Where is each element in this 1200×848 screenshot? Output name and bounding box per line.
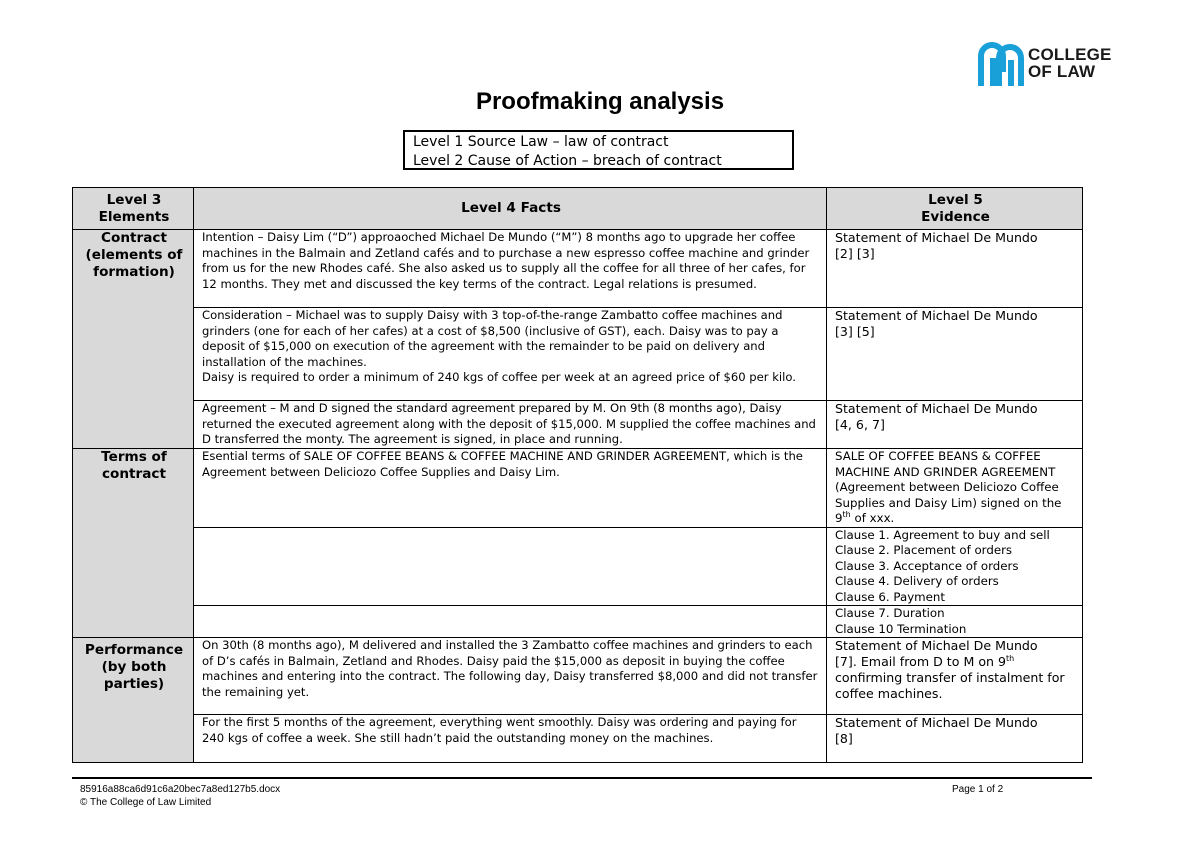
fact-agreement: Agreement – M and D signed the standard agreement prepared by M. On 9th (8 months ago), Daisy returned the executed agreement along with the deposit of $15,000. M supplied the coffee machines and D transferred the monty. The agreement is signed, in place and running. xyxy=(194,401,827,449)
table-row xyxy=(73,230,1083,308)
clause-item: Clause 1. Agreement to buy and sell xyxy=(835,527,1050,542)
element-terms-b: contract xyxy=(101,466,166,482)
evidence-email xyxy=(835,654,1076,670)
college-of-law-logo xyxy=(978,42,1128,88)
evidence-paragraphs: [2] [3] xyxy=(835,246,875,261)
evidence-statement: Statement of Michael De Mundo xyxy=(835,638,1038,653)
evidence-email-sup: th xyxy=(1006,653,1015,663)
evidence-clauses xyxy=(827,606,1083,638)
clause-item: Clause 6. Payment xyxy=(835,589,946,604)
footer-doc-name: 85916a88ca6d91c6a20bec7a8ed127b5.docx xyxy=(80,784,281,795)
evidence-statement: Statement of Michael De Mundo xyxy=(835,715,1038,730)
clause-item: Clause 10 Termination xyxy=(835,621,967,636)
footer-copyright: © The College of Law Limited xyxy=(80,797,212,808)
evidence-statement: Statement of Michael De Mundo xyxy=(835,308,1038,323)
table-row xyxy=(73,527,1083,606)
element-performance-a: Performance xyxy=(84,642,184,658)
evidence-cell xyxy=(827,638,1083,715)
evidence-agreement-sup: th xyxy=(842,510,851,520)
footer-left xyxy=(80,783,280,809)
proofmaking-table xyxy=(72,187,1083,763)
header-level-5-b: Evidence xyxy=(921,208,990,225)
clause-item: Clause 7. Duration xyxy=(835,606,945,620)
element-performance xyxy=(73,638,194,763)
element-contract xyxy=(73,230,194,449)
logo-text xyxy=(1028,46,1112,80)
page-title: Proofmaking analysis xyxy=(475,88,725,115)
fact-consideration xyxy=(194,308,827,401)
table-row xyxy=(73,638,1083,715)
page-number: Page 1 of 2 xyxy=(952,784,1004,795)
fact-consideration-b: Daisy is required to order a minimum of 240 kgs of coffee per week at an agreed price of $60 per kilo. xyxy=(202,370,796,384)
header-level-5 xyxy=(827,188,1083,230)
evidence-statement: Statement of Michael De Mundo xyxy=(835,401,1038,416)
evidence-paragraphs: [3] [5] xyxy=(835,324,875,339)
evidence-email-desc: confirming transfer of instalment for coffee machines. xyxy=(835,670,1065,701)
fact-first-five-months: For the first 5 months of the agreement, everything went smoothly. Daisy was ordering and paying for 240 kgs of coffee a week. She still hadn’t paid the outstanding money on the machines. xyxy=(194,715,827,763)
element-contract-b: (elements of xyxy=(85,247,183,263)
evidence-paragraphs: [4, 6, 7] xyxy=(835,417,885,432)
fact-empty xyxy=(194,527,827,606)
evidence-cell xyxy=(827,715,1083,763)
table-row xyxy=(73,606,1083,638)
evidence-cell xyxy=(827,230,1083,308)
evidence-agreement-end: of xxx. xyxy=(850,511,895,525)
element-terms-a: Terms of xyxy=(101,449,167,465)
evidence-cell xyxy=(827,401,1083,449)
evidence-cell xyxy=(827,308,1083,401)
header-level-3-b: Elements xyxy=(98,208,170,225)
table-row xyxy=(73,449,1083,528)
footer-divider xyxy=(72,777,1092,779)
header-level-4: Level 4 Facts xyxy=(194,188,827,230)
fact-intention: Intention – Daisy Lim (“D”) approaoched Michael De Mundo (“M”) 8 months ago to upgrade her coffee machines in the Balmain and Zetland cafés and to purchase a new espresso coffee machine and grinder from us for the new Rhodes café. She also asked us to supply all the coffee for all three of her cafes, for 12 months. They met and discussed the key terms of the contract. Legal relations is presumed. xyxy=(194,230,827,308)
header-level-5-a: Level 5 xyxy=(928,191,983,208)
element-performance-b: (by both xyxy=(101,659,167,675)
table-header-row xyxy=(73,188,1083,230)
level-2-cause-of-action: Level 2 Cause of Action – breach of contract xyxy=(413,153,722,169)
element-contract-a: Contract xyxy=(101,230,167,246)
levels-box xyxy=(403,130,794,170)
fact-empty xyxy=(194,606,827,638)
header-level-3-a: Level 3 xyxy=(106,191,162,208)
evidence-statement: Statement of Michael De Mundo xyxy=(835,230,1038,245)
clause-item: Clause 3. Acceptance of orders xyxy=(835,558,1019,573)
level-1-source-law: Level 1 Source Law – law of contract xyxy=(413,134,669,150)
evidence-agreement-text: SALE OF COFFEE BEANS & COFFEE MACHINE AND GRINDER AGREEMENT (Agreement between Deliciozo Coffee Supplies and Daisy Lim) signed on the 9 xyxy=(835,449,1062,525)
table-row xyxy=(73,401,1083,449)
element-contract-c: formation) xyxy=(93,264,175,280)
clause-item: Clause 4. Delivery of orders xyxy=(835,574,999,588)
college-logo-icon xyxy=(978,42,1024,88)
table-row xyxy=(73,715,1083,763)
table-row xyxy=(73,308,1083,401)
evidence-agreement xyxy=(827,449,1083,528)
element-terms xyxy=(73,449,194,638)
evidence-email-text: [7]. Email from D to M on 9 xyxy=(835,654,1007,669)
clause-item: Clause 2. Placement of orders xyxy=(835,543,1013,557)
header-level-3 xyxy=(73,188,194,230)
fact-delivery: On 30th (8 months ago), M delivered and installed the 3 Zambatto coffee machines and grinders to each of D’s cafés in Balmain, Zetland and Rhodes. Daisy paid the $15,000 as deposit in buying the coffee machines and entering into the contract. The following day, Daisy transferred $8,000 and did not transfer the remaining yet. xyxy=(194,638,827,715)
fact-essential-terms: Esential terms of SALE OF COFFEE BEANS & COFFEE MACHINE AND GRINDER AGREEMENT, which is the Agreement between Deliciozo Coffee Supplies and Daisy Lim. xyxy=(194,449,827,528)
element-performance-c: parties) xyxy=(103,676,165,692)
logo-line-2: OF LAW xyxy=(1028,62,1096,81)
logo-line-1: COLLEGE xyxy=(1028,45,1112,64)
evidence-paragraphs: [8] xyxy=(835,731,853,746)
evidence-clauses xyxy=(827,527,1083,606)
fact-consideration-a: Consideration – Michael was to supply Daisy with 3 top-of-the-range Zambatto coffee machines and grinders (one for each of her cafes) at a cost of $8,500 (inclusive of GST), each. Daisy was to pay a deposit of $15,000 on execution of the agreement with the remainder to be paid on delivery and installation of the machines. xyxy=(202,308,783,369)
